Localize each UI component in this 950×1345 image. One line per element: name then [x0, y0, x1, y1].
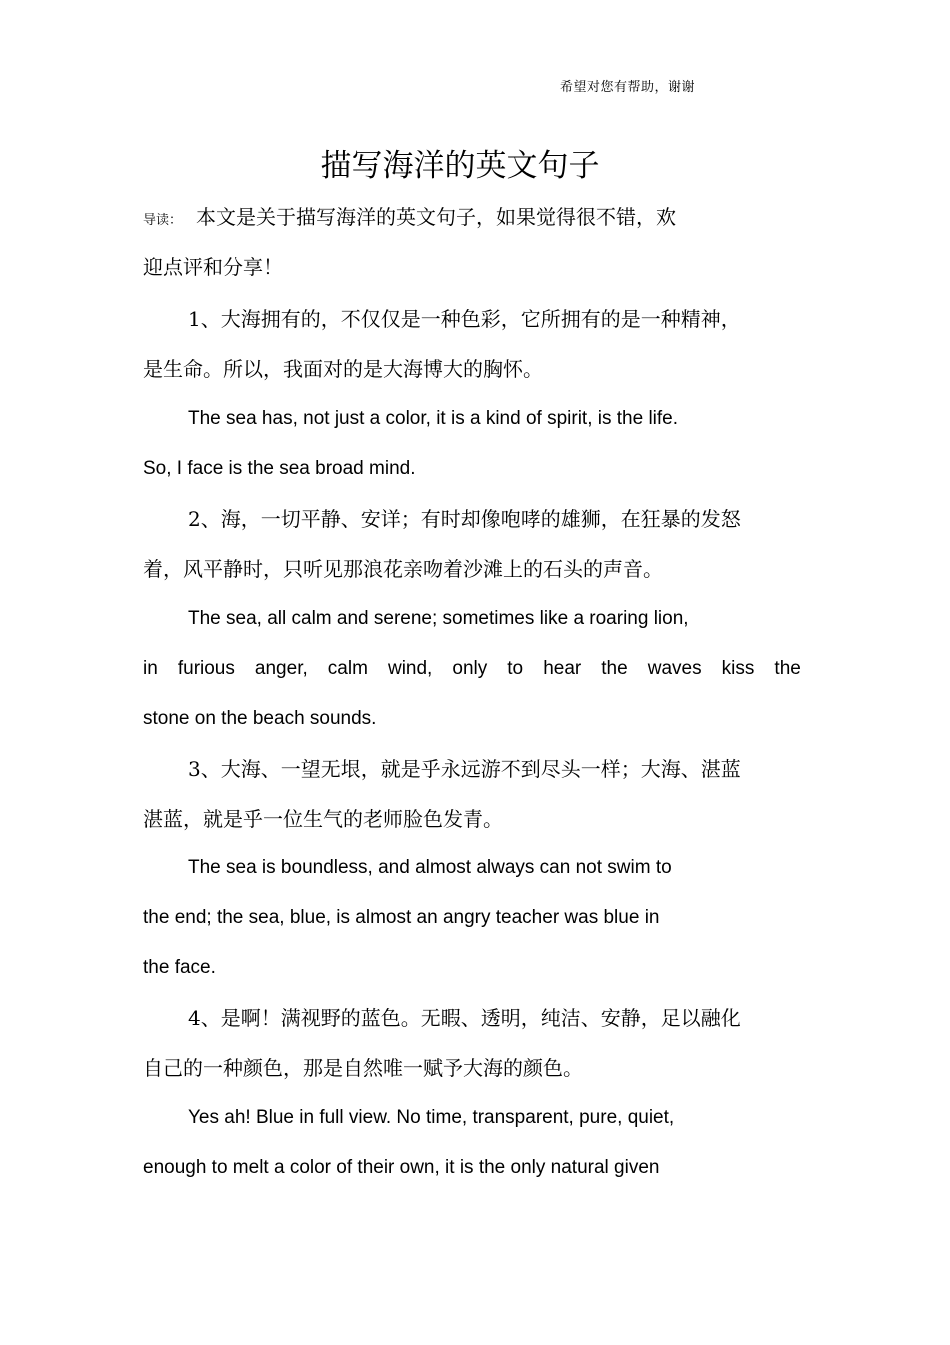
item-2-zh-line-1: 2、海，一切平静、安详；有时却像咆哮的雄狮，在狂暴的发怒 [188, 507, 741, 531]
item-3-zh-line-2: 湛蓝，就是乎一位生气的老师脸色发青。 [143, 807, 503, 831]
item-3-zh-line-1: 3、大海、一望无垠，就是乎永远游不到尽头一样；大海、湛蓝 [188, 757, 741, 781]
item-4-en-line-1: Yes ah! Blue in full view. No time, transparent, pure, quiet, [188, 1107, 675, 1128]
item-2-en-line-2 [143, 654, 801, 684]
word: kiss [721, 658, 755, 679]
intro-label: 导读： [143, 213, 183, 228]
page-title: 描写海洋的英文句子 [320, 148, 600, 184]
item-2-en-line-1: The sea, all calm and serene; sometimes like a roaring lion, [188, 608, 689, 629]
word: in [143, 658, 158, 679]
word: wind, [387, 658, 433, 679]
item-1-zh-line-2: 是生命。所以，我面对的是大海博大的胸怀。 [143, 357, 543, 381]
item-2-en-line-3: stone on the beach sounds. [143, 708, 377, 729]
intro-line-1 [143, 202, 676, 236]
word: only [452, 658, 488, 679]
word: anger, [254, 658, 308, 679]
item-1-en-line-2: So, I face is the sea broad mind. [143, 458, 416, 479]
item-4-zh-line-2: 自己的一种颜色，那是自然唯一赋予大海的颜色。 [143, 1056, 583, 1080]
word: furious [177, 658, 235, 679]
item-3-en-line-2: the end; the sea, blue, is almost an angry teacher was blue in [143, 907, 660, 928]
item-3-en-line-3: the face. [143, 957, 216, 978]
item-4-zh-line-1: 4、是啊！满视野的蓝色。无暇、透明，纯洁、安静，足以融化 [188, 1006, 741, 1030]
header-note: 希望对您有帮助，谢谢 [560, 80, 696, 95]
word: the [774, 658, 801, 679]
item-1-en-line-1: The sea has, not just a color, it is a kind of spirit, is the life. [188, 408, 679, 429]
word: waves [647, 658, 702, 679]
item-4-en-line-2: enough to melt a color of their own, it is the only natural given [143, 1157, 660, 1178]
item-3-en-line-1: The sea is boundless, and almost always can not swim to [188, 857, 672, 878]
word: calm [327, 658, 368, 679]
item-1-zh-line-1: 1、大海拥有的，不仅仅是一种色彩，它所拥有的是一种精神， [188, 307, 741, 331]
word: the [601, 658, 628, 679]
word: hear [543, 658, 582, 679]
item-2-zh-line-2: 着，风平静时，只听见那浪花亲吻着沙滩上的石头的声音。 [143, 557, 663, 581]
intro-text-1: 本文是关于描写海洋的英文句子，如果觉得很不错，欢 [196, 205, 677, 229]
word: to [507, 658, 524, 679]
intro-line-2: 迎点评和分享！ [143, 255, 283, 279]
